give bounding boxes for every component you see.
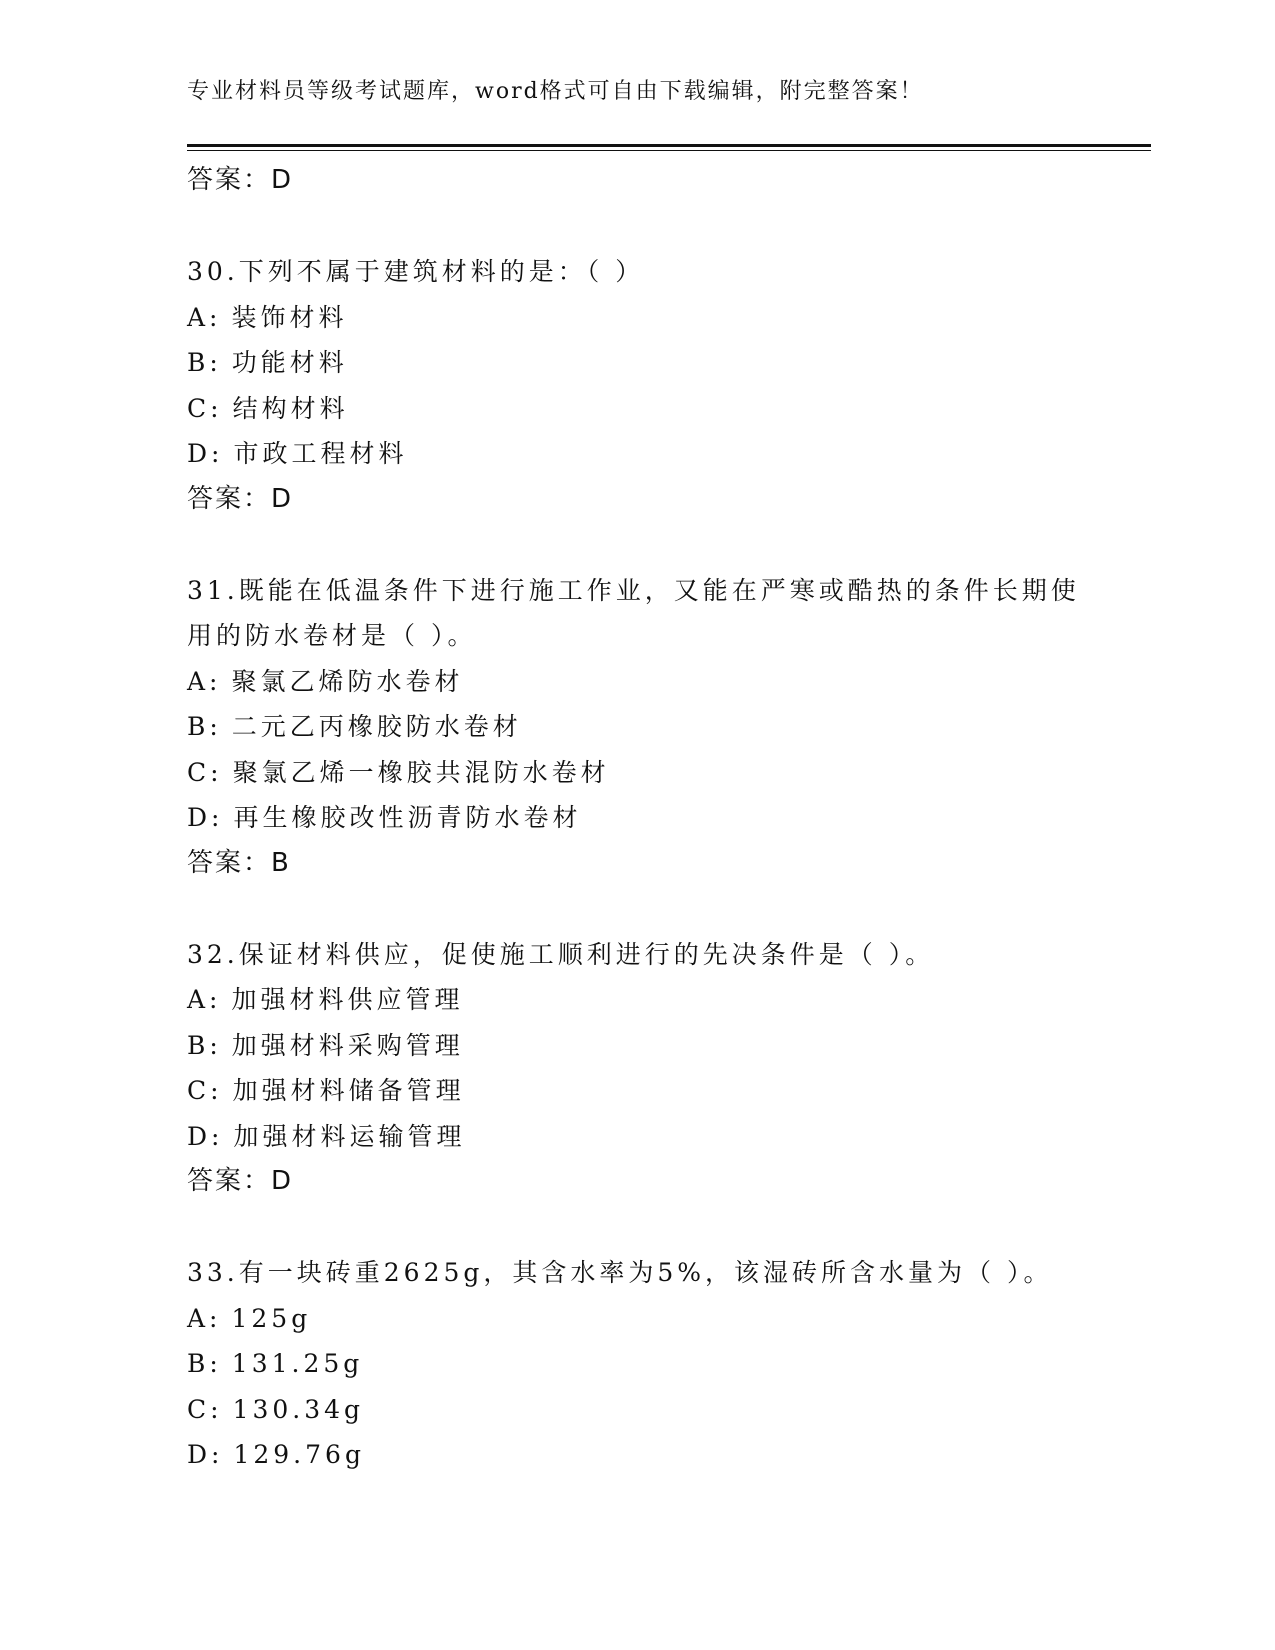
question-block	[187, 1250, 1151, 1478]
option-label: A:	[187, 985, 222, 1014]
option-text: 市政工程材料	[233, 439, 408, 468]
question-stem: 用的防水卷材是（ ）。	[187, 621, 477, 650]
option-label: A:	[187, 302, 222, 332]
option-label: D:	[187, 439, 224, 468]
option-text: 130.34g	[232, 1394, 365, 1424]
question-block	[187, 932, 1151, 1205]
option-label: C:	[187, 1394, 223, 1424]
question-stem: 33.有一块砖重2625g，其含水率为5%，该湿砖所含水量为（ ）。	[187, 1258, 1053, 1287]
option-text: 125g	[231, 1303, 312, 1333]
option-label: B:	[187, 1349, 222, 1378]
question-option	[187, 1341, 1151, 1387]
question-stem: 32.保证材料供应，促使施工顺利进行的先决条件是（ ）。	[187, 939, 935, 969]
option-text: 加强材料运输管理	[233, 1121, 466, 1151]
question-gap	[187, 1205, 1151, 1251]
option-label: A:	[187, 666, 222, 696]
option-label: B:	[187, 348, 222, 377]
question-answer: 答案：D	[187, 483, 294, 514]
question-list	[187, 158, 1151, 1478]
question-option	[187, 704, 1151, 750]
option-text: 二元乙丙橡胶防水卷材	[231, 712, 522, 741]
question-block	[187, 249, 1151, 522]
previous-answer: 答案：D	[187, 165, 294, 195]
question-gap	[187, 886, 1151, 932]
question-stem: 31.既能在低温条件下进行施工作业，又能在严寒或酷热的条件长期使	[187, 575, 1080, 605]
question-option	[187, 1296, 1151, 1342]
option-text: 装饰材料	[231, 302, 348, 332]
question-option	[187, 295, 1151, 341]
question-block	[187, 568, 1151, 887]
option-label: B:	[187, 1030, 222, 1060]
question-option	[187, 1023, 1151, 1069]
question-option	[187, 1432, 1151, 1478]
option-text: 加强材料供应管理	[231, 985, 464, 1014]
option-label: C:	[187, 393, 223, 423]
question-option	[187, 1114, 1151, 1160]
question-option	[187, 386, 1151, 432]
question-option	[187, 659, 1151, 705]
question-option	[187, 1068, 1151, 1114]
question-option	[187, 977, 1151, 1023]
question-gap	[187, 204, 1151, 250]
option-label: C:	[187, 1076, 223, 1105]
option-label: D:	[187, 803, 224, 832]
option-text: 131.25g	[231, 1349, 364, 1378]
question-option	[187, 431, 1151, 477]
question-answer: 答案：D	[187, 1166, 294, 1196]
option-text: 加强材料采购管理	[231, 1030, 464, 1060]
header-rule-thick	[187, 144, 1151, 147]
option-text: 聚氯乙烯防水卷材	[231, 666, 464, 696]
question-option	[187, 1387, 1151, 1433]
option-label: C:	[187, 757, 223, 787]
option-text: 聚氯乙烯一橡胶共混防水卷材	[232, 757, 610, 787]
question-option	[187, 750, 1151, 796]
question-gap	[187, 522, 1151, 568]
question-stem: 30.下列不属于建筑材料的是：（ ）	[187, 257, 645, 286]
option-text: 加强材料储备管理	[232, 1076, 465, 1105]
question-option	[187, 340, 1151, 386]
option-label: B:	[187, 712, 222, 741]
option-text: 129.76g	[233, 1440, 365, 1469]
page-header: 专业材料员等级考试题库，word格式可自由下载编辑，附完整答案！	[187, 79, 924, 104]
option-text: 结构材料	[232, 393, 349, 423]
question-answer: 答案：B	[187, 847, 291, 878]
option-text: 功能材料	[231, 348, 348, 377]
option-text: 再生橡胶改性沥青防水卷材	[233, 803, 582, 832]
option-label: D:	[187, 1440, 224, 1469]
question-option	[187, 795, 1151, 841]
option-label: D:	[187, 1121, 224, 1151]
header-rule-thin	[187, 150, 1151, 151]
option-label: A:	[187, 1303, 222, 1333]
